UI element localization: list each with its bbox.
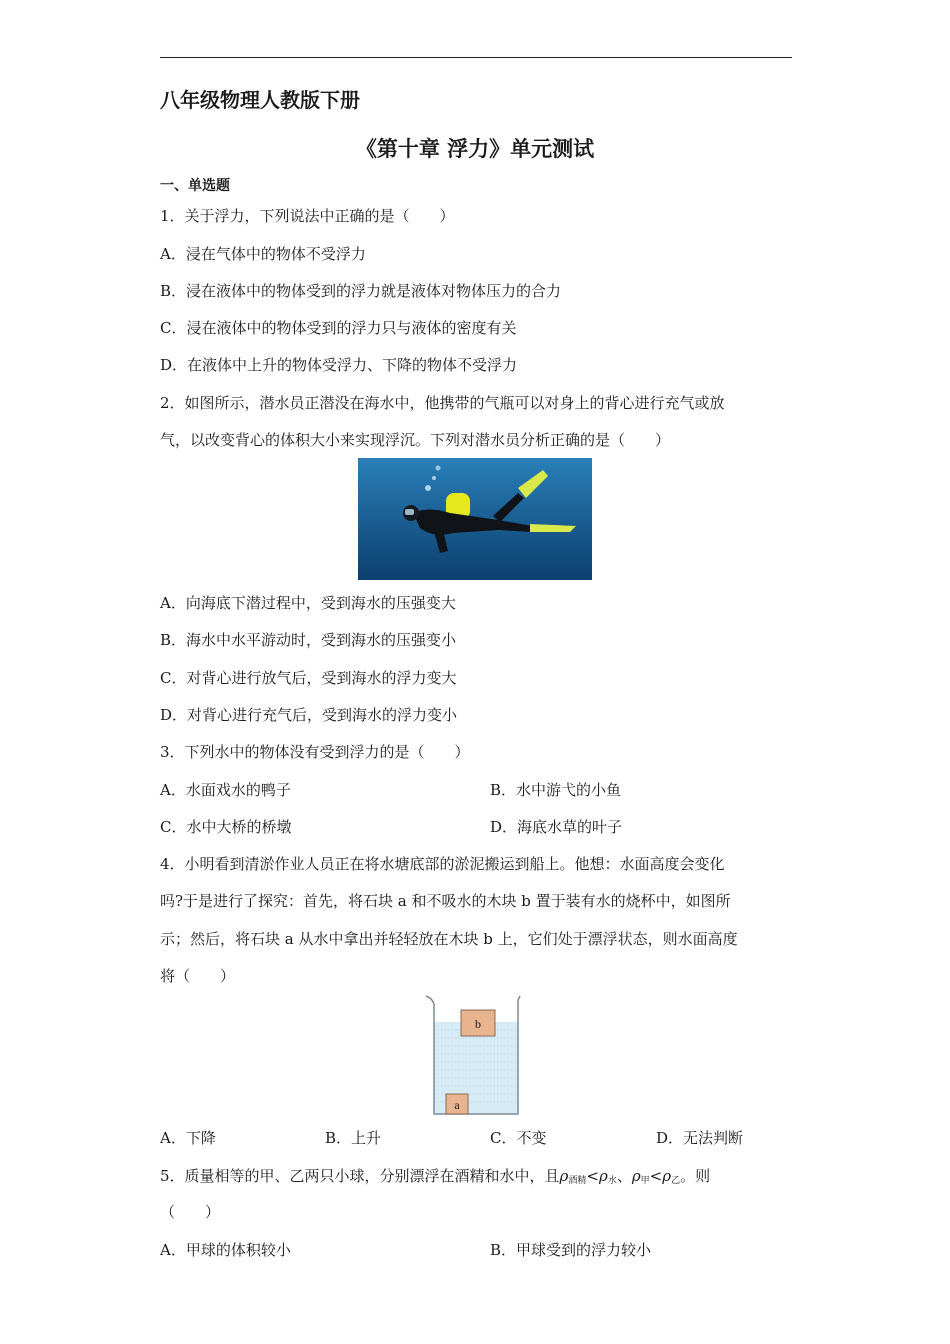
q5-option-a: A．甲球的体积较小 xyxy=(160,1241,291,1259)
q4-stem-line3: 示；然后，将石块 a 从水中拿出并轻轻放在木块 b 上，它们处于漂浮状态，则水面高度 xyxy=(160,930,738,948)
q2-stem-line1: 2．如图所示，潜水员正潜没在海水中，他携带的气瓶可以对身上的背心进行充气或放 xyxy=(160,394,725,412)
q5-stem-text: 5．质量相等的甲、乙两只小球，分别漂浮在酒精和水中，且 xyxy=(160,1167,560,1185)
q4-stem-line4: 将（ ） xyxy=(160,967,236,985)
less-than-symbol: < xyxy=(586,1167,599,1185)
page-title: 《第十章 浮力》单元测试 xyxy=(355,137,595,161)
section-heading: 一、单选题 xyxy=(160,178,230,194)
less-than-symbol: < xyxy=(649,1167,663,1185)
rho-symbol: ρ xyxy=(559,1167,569,1185)
grade-heading: 八年级物理人教版下册 xyxy=(160,88,360,112)
q4-option-c: C．不变 xyxy=(490,1129,547,1147)
q4-stem-line2: 吗?于是进行了探究：首先，将石块 a 和不吸水的木块 b 置于装有水的烧杯中，如图所 xyxy=(160,892,731,910)
q3-option-c: C．水中大桥的桥墩 xyxy=(160,818,292,836)
q5-option-b: B．甲球受到的浮力较小 xyxy=(490,1241,652,1259)
rho-subscript-jia: 甲 xyxy=(640,1176,650,1186)
rho-subscript-yi: 乙 xyxy=(671,1176,681,1186)
rho-subscript-water: 水 xyxy=(607,1176,617,1186)
beaker-diagram xyxy=(422,994,526,1118)
q2-option-d: D．对背心进行充气后，受到海水的浮力变小 xyxy=(160,706,458,724)
q2-option-c: C．对背心进行放气后，受到海水的浮力变大 xyxy=(160,669,457,687)
q4-stem-line1: 4．小明看到清淤作业人员正在将水塘底部的淤泥搬运到船上。他想：水面高度会变化 xyxy=(160,855,725,873)
q2-option-b: B．海水中水平游动时，受到海水的压强变小 xyxy=(160,631,457,649)
rho-symbol: ρ xyxy=(662,1167,672,1185)
q3-option-a: A．水面戏水的鸭子 xyxy=(160,781,291,799)
q1-option-b: B．浸在液体中的物体受到的浮力就是液体对物体压力的合力 xyxy=(160,282,562,300)
q2-stem-line2: 气，以改变背心的体积大小来实现浮沉。下列对潜水员分析正确的是（ ） xyxy=(160,431,671,449)
q4-option-d: D．无法判断 xyxy=(656,1129,744,1147)
q5-stem-line2: （ ） xyxy=(160,1203,221,1221)
q4-option-a: A．下降 xyxy=(160,1129,216,1147)
q3-stem: 3．下列水中的物体没有受到浮力的是（ ） xyxy=(160,743,470,761)
q1-option-a: A．浸在气体中的物体不受浮力 xyxy=(160,245,366,263)
q2-option-a: A．向海底下潜过程中，受到海水的压强变大 xyxy=(160,594,456,612)
q3-option-d: D．海底水草的叶子 xyxy=(490,818,623,836)
rho-subscript-alcohol: 酒精 xyxy=(568,1176,587,1186)
q4-option-b: B．上升 xyxy=(325,1129,382,1147)
diver-photo xyxy=(358,458,592,580)
header-rule xyxy=(160,57,792,58)
q1-option-c: C．浸在液体中的物体受到的浮力只与液体的密度有关 xyxy=(160,319,517,337)
rho-symbol: ρ xyxy=(631,1167,641,1185)
separator: 、 xyxy=(616,1167,632,1185)
q1-stem: 1．关于浮力，下列说法中正确的是（ ） xyxy=(160,207,455,225)
q1-option-d: D．在液体中上升的物体受浮力、下降的物体不受浮力 xyxy=(160,356,518,374)
q5-stem-line1 xyxy=(160,1165,710,1186)
rho-symbol: ρ xyxy=(598,1167,608,1185)
q5-stem-end: 。则 xyxy=(680,1167,711,1185)
block-a-label: a xyxy=(454,1098,460,1112)
q3-option-b: B．水中游弋的小鱼 xyxy=(490,781,622,799)
block-b-label: b xyxy=(475,1017,481,1031)
